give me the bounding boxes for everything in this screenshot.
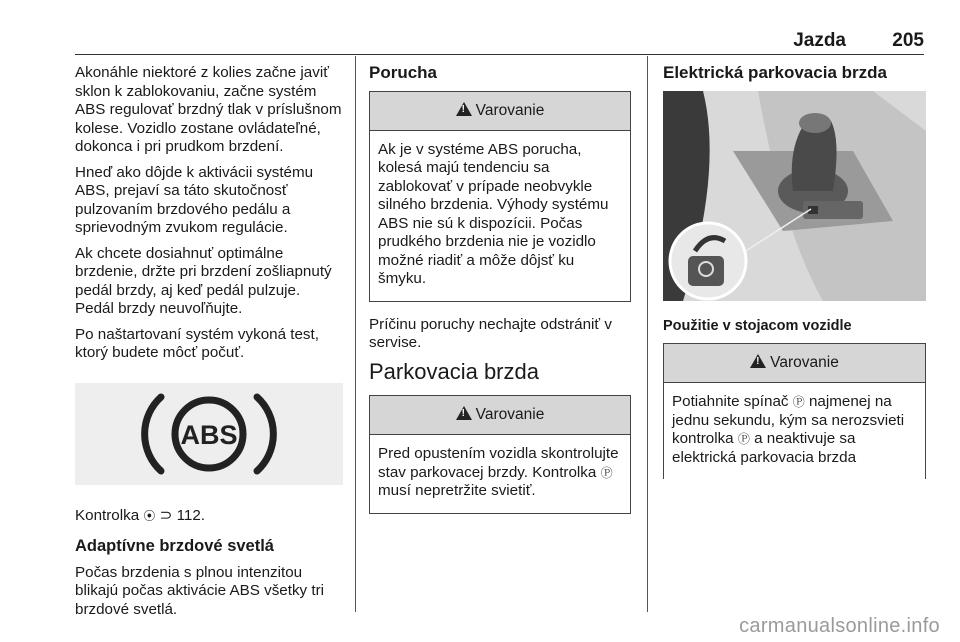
page-number: 205 (892, 30, 924, 51)
abs-warning-figure (75, 383, 343, 485)
warning-box (663, 343, 926, 479)
column-divider-2 (647, 56, 648, 612)
section-heading-adaptive: Adaptívne brzdové svetlá (75, 537, 274, 555)
warning-triangle-icon (456, 102, 472, 116)
column-middle (369, 64, 631, 528)
column-left (75, 64, 343, 626)
section-heading-parking-brake: Parkovacia brzda (369, 358, 539, 384)
warning-box (369, 395, 631, 514)
abs-icon (139, 389, 279, 479)
chapter-title: Jazda (793, 30, 846, 51)
warning-box (369, 91, 631, 302)
warning-body: Pred opustením vozidla skontrolujte stav parkovacej brzdy. Kontrolka Ⓟ musí nepretržite svietiť. (378, 445, 619, 499)
abs-symbol-icon: ⦿ (143, 508, 156, 523)
watermark: carmanualsonline.info (739, 615, 940, 637)
figure-caption: Kontrolka ⦿ ⊃ 112. (75, 506, 206, 524)
section-heading-porucha: Porucha (369, 63, 438, 82)
paragraph: Ak chcete dosiahnuť optimálne brzdenie, držte pri brzdení zošliapnutý pedál brzdy, aj keď pedál pulzuje. Pedál brzdy neuvoľňujte. (75, 244, 332, 317)
console-illustration (663, 91, 926, 301)
parking-brake-switch-photo (663, 91, 926, 301)
warning-body: Ak je v systéme ABS porucha, kolesá majú tendenciu sa zablokovať v prípade neobvykle silného brzdenia. Výhody systému ABS nie sú k dispozícii. Počas prudkého brzdenia nie je vozidlo možné riadiť a môže dôjsť ku šmyku. (378, 140, 609, 287)
header-rule (75, 54, 924, 55)
parking-brake-icon: Ⓟ (737, 432, 750, 446)
section-heading-standing: Použitie v stojacom vozidle (663, 317, 852, 334)
parking-brake-icon: Ⓟ (792, 395, 805, 409)
paragraph: Počas brzdenia s plnou intenzitou blikajú počas aktivácie ABS všetky tri brzdové svetlá. (75, 563, 325, 618)
page-header (0, 24, 960, 54)
warning-body: Potiahnite spínač Ⓟ najmenej na jednu sekundu, kým sa nerozsvieti kontrolka Ⓟ a neaktivuje sa elektrická parkovacia brzda (672, 393, 905, 466)
warning-triangle-icon (750, 354, 766, 368)
warning-triangle-icon (456, 406, 472, 420)
parking-brake-icon: Ⓟ (600, 465, 613, 480)
warning-title: !Varovanie (664, 344, 925, 383)
paragraph: Hneď ako dôjde k aktivácii systému ABS, prejaví sa táto skutočnosť pulzovaním brzdového pedálu a sprievodným zvukom regulácie. (75, 163, 314, 236)
warning-title: !Varovanie (370, 396, 630, 435)
warning-title: !Varovanie (370, 92, 630, 131)
paragraph: Príčinu poruchy nechajte odstrániť v servise. (369, 315, 612, 351)
abs-text: ABS (180, 419, 238, 450)
section-heading-electric-brake: Elektrická parkovacia brzda (663, 63, 887, 82)
column-divider-1 (355, 56, 356, 612)
paragraph: Po naštartovaní systém vykoná test, ktorý budete môcť počuť. (75, 325, 319, 361)
column-right (663, 64, 926, 493)
paragraph: Akonáhle niektoré z kolies začne javiť sklon k zablokovaniu, začne systém ABS regulovať brzdný tlak v príslušnom kolese. Vozidlo zostane ovládateľné, dokonca i pri prudkom brzdení. (75, 64, 342, 155)
